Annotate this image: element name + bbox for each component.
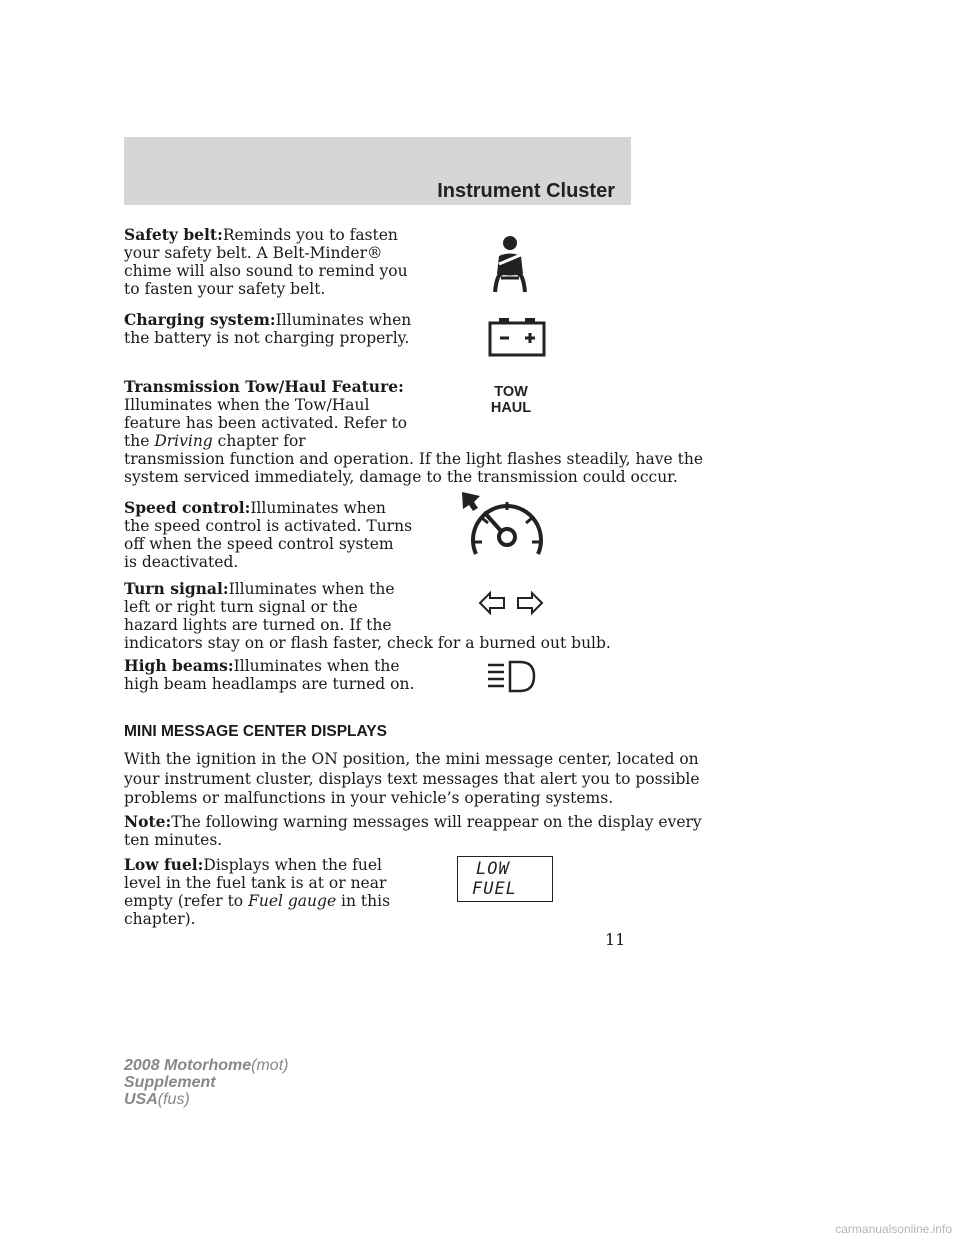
towhaul-line-2: feature has been activated. Refer to bbox=[124, 414, 408, 432]
towhaul-line-5: system serviced immediately, damage to the transmission could occur. bbox=[124, 468, 678, 486]
high-beam-icon bbox=[486, 660, 536, 694]
speed-control-text: Illuminates when bbox=[250, 499, 386, 517]
page-title: Instrument Cluster bbox=[437, 180, 615, 202]
high-beams-label: High beams: bbox=[124, 656, 234, 675]
speed-control-line-2: the speed control is activated. Turns bbox=[124, 517, 413, 535]
speed-control-line-1 bbox=[124, 499, 386, 517]
safety-belt-line-2: your safety belt. A Belt-Minder® bbox=[124, 244, 383, 262]
high-beams-text: Illuminates when the bbox=[233, 657, 400, 675]
mini-message-line-2: your instrument cluster, displays text messages that alert you to possible bbox=[124, 770, 700, 788]
charging-label: Charging system: bbox=[124, 310, 276, 329]
turn-signal-line-3: hazard lights are turned on. If the bbox=[124, 616, 392, 634]
safety-belt-text: Reminds you to fasten bbox=[222, 226, 398, 244]
turn-signal-line-2: left or right turn signal or the bbox=[124, 598, 358, 616]
turn-signal-line-1 bbox=[124, 580, 395, 598]
note-line-1 bbox=[124, 813, 702, 831]
mini-message-line-3: problems or malfunctions in your vehicle’s operating systems. bbox=[124, 789, 614, 807]
low-fuel-line-4: chapter). bbox=[124, 910, 196, 928]
footer-model-code: (mot) bbox=[251, 1057, 289, 1074]
page-number: 11 bbox=[605, 930, 626, 949]
fuel-gauge-ref: Fuel gauge bbox=[248, 892, 337, 910]
tow-text: TOW bbox=[494, 384, 528, 400]
haul-text: HAUL bbox=[490, 400, 532, 416]
safety-belt-line-4: to fasten your safety belt. bbox=[124, 280, 326, 298]
speed-control-line-4: is deactivated. bbox=[124, 553, 239, 571]
low-fuel-post: in this bbox=[336, 892, 391, 910]
driving-chapter-ref: Driving bbox=[154, 432, 213, 450]
note-line-2: ten minutes. bbox=[124, 831, 223, 849]
footer-region: USA bbox=[124, 1091, 158, 1108]
low-fuel-line-2: level in the fuel tank is at or near bbox=[124, 874, 387, 892]
towhaul-line-3 bbox=[124, 432, 306, 450]
charging-line-2: the battery is not charging properly. bbox=[124, 329, 410, 347]
footer-line-1 bbox=[124, 1057, 288, 1074]
low-fuel-pre: empty (refer to bbox=[124, 892, 249, 910]
safety-belt-line-3: chime will also sound to remind you bbox=[124, 262, 408, 280]
towhaul-line-4: transmission function and operation. If the light flashes steadily, have the bbox=[124, 450, 703, 468]
towhaul-label: Transmission Tow/Haul Feature: bbox=[124, 377, 404, 396]
low-fuel-line-3 bbox=[124, 892, 390, 910]
mini-message-line-1: With the ignition in the ON position, the mini message center, located on bbox=[124, 750, 699, 768]
tow-haul-icon bbox=[488, 384, 534, 416]
footer-line-3 bbox=[124, 1091, 288, 1108]
battery-icon bbox=[487, 316, 547, 358]
turn-signal-line-4: indicators stay on or flash faster, check for a burned out bulb. bbox=[124, 634, 611, 652]
safety-belt-label: Safety belt: bbox=[124, 225, 223, 244]
safety-belt-line-1 bbox=[124, 226, 398, 244]
footer bbox=[124, 1057, 288, 1108]
charging-text: Illuminates when bbox=[275, 311, 412, 329]
towhaul-post: chapter for bbox=[212, 432, 306, 450]
footer-model: 2008 Motorhome bbox=[124, 1057, 252, 1074]
speed-control-label: Speed control: bbox=[124, 498, 251, 517]
header-band bbox=[124, 137, 631, 205]
low-fuel-line-1 bbox=[124, 856, 382, 874]
high-beams-line-1 bbox=[124, 657, 400, 675]
low-text: LOW bbox=[476, 859, 510, 879]
footer-line-2: Supplement bbox=[124, 1074, 216, 1091]
note-text: The following warning messages will reappear on the display every bbox=[171, 813, 702, 831]
turn-signal-label: Turn signal: bbox=[124, 579, 229, 598]
footer-region-code: (fus) bbox=[157, 1091, 190, 1108]
turn-signal-text: Illuminates when the bbox=[228, 580, 395, 598]
seatbelt-icon bbox=[485, 234, 535, 296]
note-label: Note: bbox=[124, 812, 172, 831]
high-beams-line-2: high beam headlamps are turned on. bbox=[124, 675, 415, 693]
speed-control-line-3: off when the speed control system bbox=[124, 535, 394, 553]
low-fuel-text: Displays when the fuel bbox=[203, 856, 382, 874]
towhaul-pre: the bbox=[124, 432, 155, 450]
low-fuel-label: Low fuel: bbox=[124, 855, 204, 874]
towhaul-line-1: Illuminates when the Tow/Haul bbox=[124, 396, 370, 414]
low-fuel-display bbox=[457, 856, 553, 902]
towhaul-heading bbox=[124, 378, 404, 396]
fuel-text: FUEL bbox=[472, 879, 517, 899]
section-heading: MINI MESSAGE CENTER DISPLAYS bbox=[124, 723, 387, 740]
watermark: carmanualsonline.info bbox=[835, 1222, 952, 1236]
charging-line-1 bbox=[124, 311, 411, 329]
turn-signal-icon bbox=[478, 590, 544, 616]
speed-control-icon bbox=[458, 490, 548, 562]
